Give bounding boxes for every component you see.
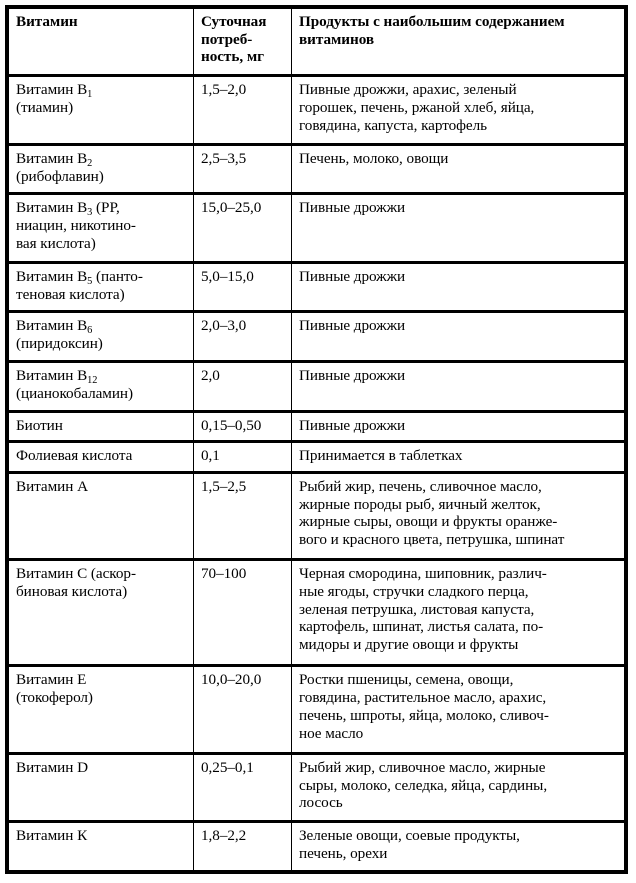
vitamin-table-container — [5, 5, 628, 874]
cell-daily-requirement: 0,25–0,1 — [193, 752, 291, 820]
name-line: (токоферол) — [16, 689, 93, 707]
food-line: Рыбий жир, сливочное масло, жирные — [299, 758, 546, 776]
food-line: Пивные дрожжи — [299, 416, 406, 434]
food-line: жирные породы рыб, яичный желток, — [299, 495, 541, 513]
cell-food-sources — [291, 360, 625, 410]
food-line: ное масло — [299, 724, 364, 742]
name-line: Витамин С (аскор- — [16, 565, 136, 583]
cell-vitamin-name — [8, 261, 193, 311]
food-line: сыры, молоко, селедка, яйца, сардины, — [299, 776, 548, 794]
name-line: (цианокобаламин) — [16, 384, 134, 402]
name-line: Витамин $В_2$ — [16, 149, 93, 169]
cell-vitamin-name — [8, 558, 193, 664]
cell-food-sources — [291, 440, 625, 471]
cell-daily-requirement: 1,5–2,0 — [193, 74, 291, 142]
table-row — [8, 558, 625, 664]
table-row — [8, 192, 625, 260]
header-line: Продукты с наибольшим содержанием — [299, 13, 565, 30]
table-row — [8, 440, 625, 471]
name-line: (рибофлавин) — [16, 167, 104, 185]
food-line: ные ягоды, стручки сладкого перца, — [299, 582, 529, 600]
cell-vitamin-name — [8, 752, 193, 820]
table-row — [8, 820, 625, 871]
cell-food-sources — [291, 664, 625, 751]
vitamin-subscript: 2 — [87, 157, 93, 169]
header-line: потреб- — [201, 30, 253, 48]
food-line: зеленая петрушка, листовая капуста, — [299, 600, 535, 618]
name-line: Витамин $В_1$ — [16, 81, 93, 101]
vitamin-subscript: 1 — [87, 89, 93, 101]
name-line: Витамин D — [16, 758, 89, 776]
name-line: Витамин $В_3$ (РР, — [16, 199, 120, 219]
name-line: биновая кислота) — [16, 582, 128, 600]
name-line: Фолиевая кислота — [16, 447, 133, 465]
cell-food-sources — [291, 261, 625, 311]
food-line: Пивные дрожжи — [299, 199, 406, 217]
table-row — [8, 360, 625, 410]
name-line: Витамин $В_6$ — [16, 317, 93, 337]
table-row — [8, 410, 625, 441]
cell-daily-requirement: 2,5–3,5 — [193, 143, 291, 193]
cell-vitamin-name — [8, 440, 193, 471]
table-row — [8, 310, 625, 360]
cell-vitamin-name — [8, 143, 193, 193]
cell-daily-requirement: 1,5–2,5 — [193, 471, 291, 558]
vitamin-subscript: 5 — [87, 275, 93, 287]
vitamin-subscript: 3 — [87, 207, 93, 219]
cell-vitamin-name — [8, 410, 193, 441]
cell-daily-requirement: 1,8–2,2 — [193, 820, 291, 871]
vitamin-subscript: 6 — [87, 325, 93, 337]
food-line: вого и красного цвета, петрушка, шпинат — [299, 530, 565, 548]
table-row — [8, 752, 625, 820]
food-line: говядина, капуста, картофель — [299, 116, 488, 134]
cell-daily-requirement: 0,1 — [193, 440, 291, 471]
name-line: Витамин Е — [16, 671, 87, 689]
food-line: горошек, печень, ржаной хлеб, яйца, — [299, 99, 535, 117]
cell-vitamin-name — [8, 820, 193, 871]
name-line: ниацин, никотино- — [16, 217, 136, 235]
food-line: Зеленые овощи, соевые продукты, — [299, 827, 520, 845]
food-line: лосось — [299, 794, 343, 812]
table-row — [8, 143, 625, 193]
food-line: печень, орехи — [299, 845, 388, 863]
header-line: ность, мг — [201, 48, 264, 66]
food-line: Пивные дрожжи, арахис, зеленый — [299, 81, 517, 99]
food-line: Черная смородина, шиповник, различ- — [299, 565, 547, 583]
cell-food-sources — [291, 558, 625, 664]
cell-vitamin-name — [8, 471, 193, 558]
name-line: (тиамин) — [16, 99, 74, 117]
cell-food-sources — [291, 471, 625, 558]
cell-vitamin-name — [8, 360, 193, 410]
food-line: Ростки пшеницы, семена, овощи, — [299, 671, 514, 689]
food-line: Пивные дрожжи — [299, 267, 406, 285]
food-line: печень, шпроты, яйца, молоко, сливоч- — [299, 706, 549, 724]
name-line: Витамин К — [16, 827, 88, 845]
name-line: Витамин $В_5$ (панто- — [16, 267, 143, 287]
food-line: говядина, растительное масло, арахис, — [299, 689, 547, 707]
cell-food-sources — [291, 192, 625, 260]
cell-food-sources — [291, 752, 625, 820]
food-line: мидоры и другие овощи и фрукты — [299, 636, 519, 654]
cell-food-sources — [291, 310, 625, 360]
header-cell-vitamin: Витамин — [8, 8, 193, 74]
name-line: теновая кислота) — [16, 285, 125, 303]
food-line: жирные сыры, овощи и фрукты оранже- — [299, 513, 558, 531]
table-row — [8, 664, 625, 751]
cell-daily-requirement: 2,0–3,0 — [193, 310, 291, 360]
cell-vitamin-name — [8, 74, 193, 142]
name-line: вая кислота) — [16, 234, 96, 252]
cell-vitamin-name — [8, 310, 193, 360]
name-line: (пиридоксин) — [16, 335, 103, 353]
cell-daily-requirement: 0,15–0,50 — [193, 410, 291, 441]
food-line: Рыбий жир, печень, сливочное масло, — [299, 477, 542, 495]
table-header-row — [8, 8, 625, 74]
name-line: Витамин $В_{12}$ — [16, 366, 98, 386]
table-row — [8, 261, 625, 311]
cell-food-sources — [291, 74, 625, 142]
header-line: витаминов — [299, 30, 375, 48]
cell-food-sources — [291, 820, 625, 871]
name-tail: (РР, — [92, 199, 120, 217]
name-line: Витамин А — [16, 477, 89, 495]
cell-daily-requirement: 2,0 — [193, 360, 291, 410]
cell-daily-requirement: 10,0–20,0 — [193, 664, 291, 751]
food-line: Пивные дрожжи — [299, 317, 406, 335]
name-line: Биотин — [16, 416, 63, 434]
table-row — [8, 74, 625, 142]
header-cell-requirement — [193, 8, 291, 74]
food-line: Пивные дрожжи — [299, 366, 406, 384]
vitamin-reference-table — [8, 8, 625, 871]
table-row — [8, 471, 625, 558]
header-cell-foods — [291, 8, 625, 74]
food-line: Печень, молоко, овощи — [299, 149, 449, 167]
food-line: Принимается в таблетках — [299, 447, 463, 465]
cell-daily-requirement: 70–100 — [193, 558, 291, 664]
cell-vitamin-name — [8, 664, 193, 751]
header-line: Суточная — [201, 13, 267, 30]
cell-food-sources — [291, 410, 625, 441]
cell-daily-requirement: 15,0–25,0 — [193, 192, 291, 260]
vitamin-subscript: 12 — [87, 374, 98, 386]
cell-food-sources — [291, 143, 625, 193]
name-tail: (панто- — [92, 267, 143, 285]
cell-vitamin-name — [8, 192, 193, 260]
cell-daily-requirement: 5,0–15,0 — [193, 261, 291, 311]
food-line: картофель, шпинат, листья салата, по- — [299, 618, 544, 636]
